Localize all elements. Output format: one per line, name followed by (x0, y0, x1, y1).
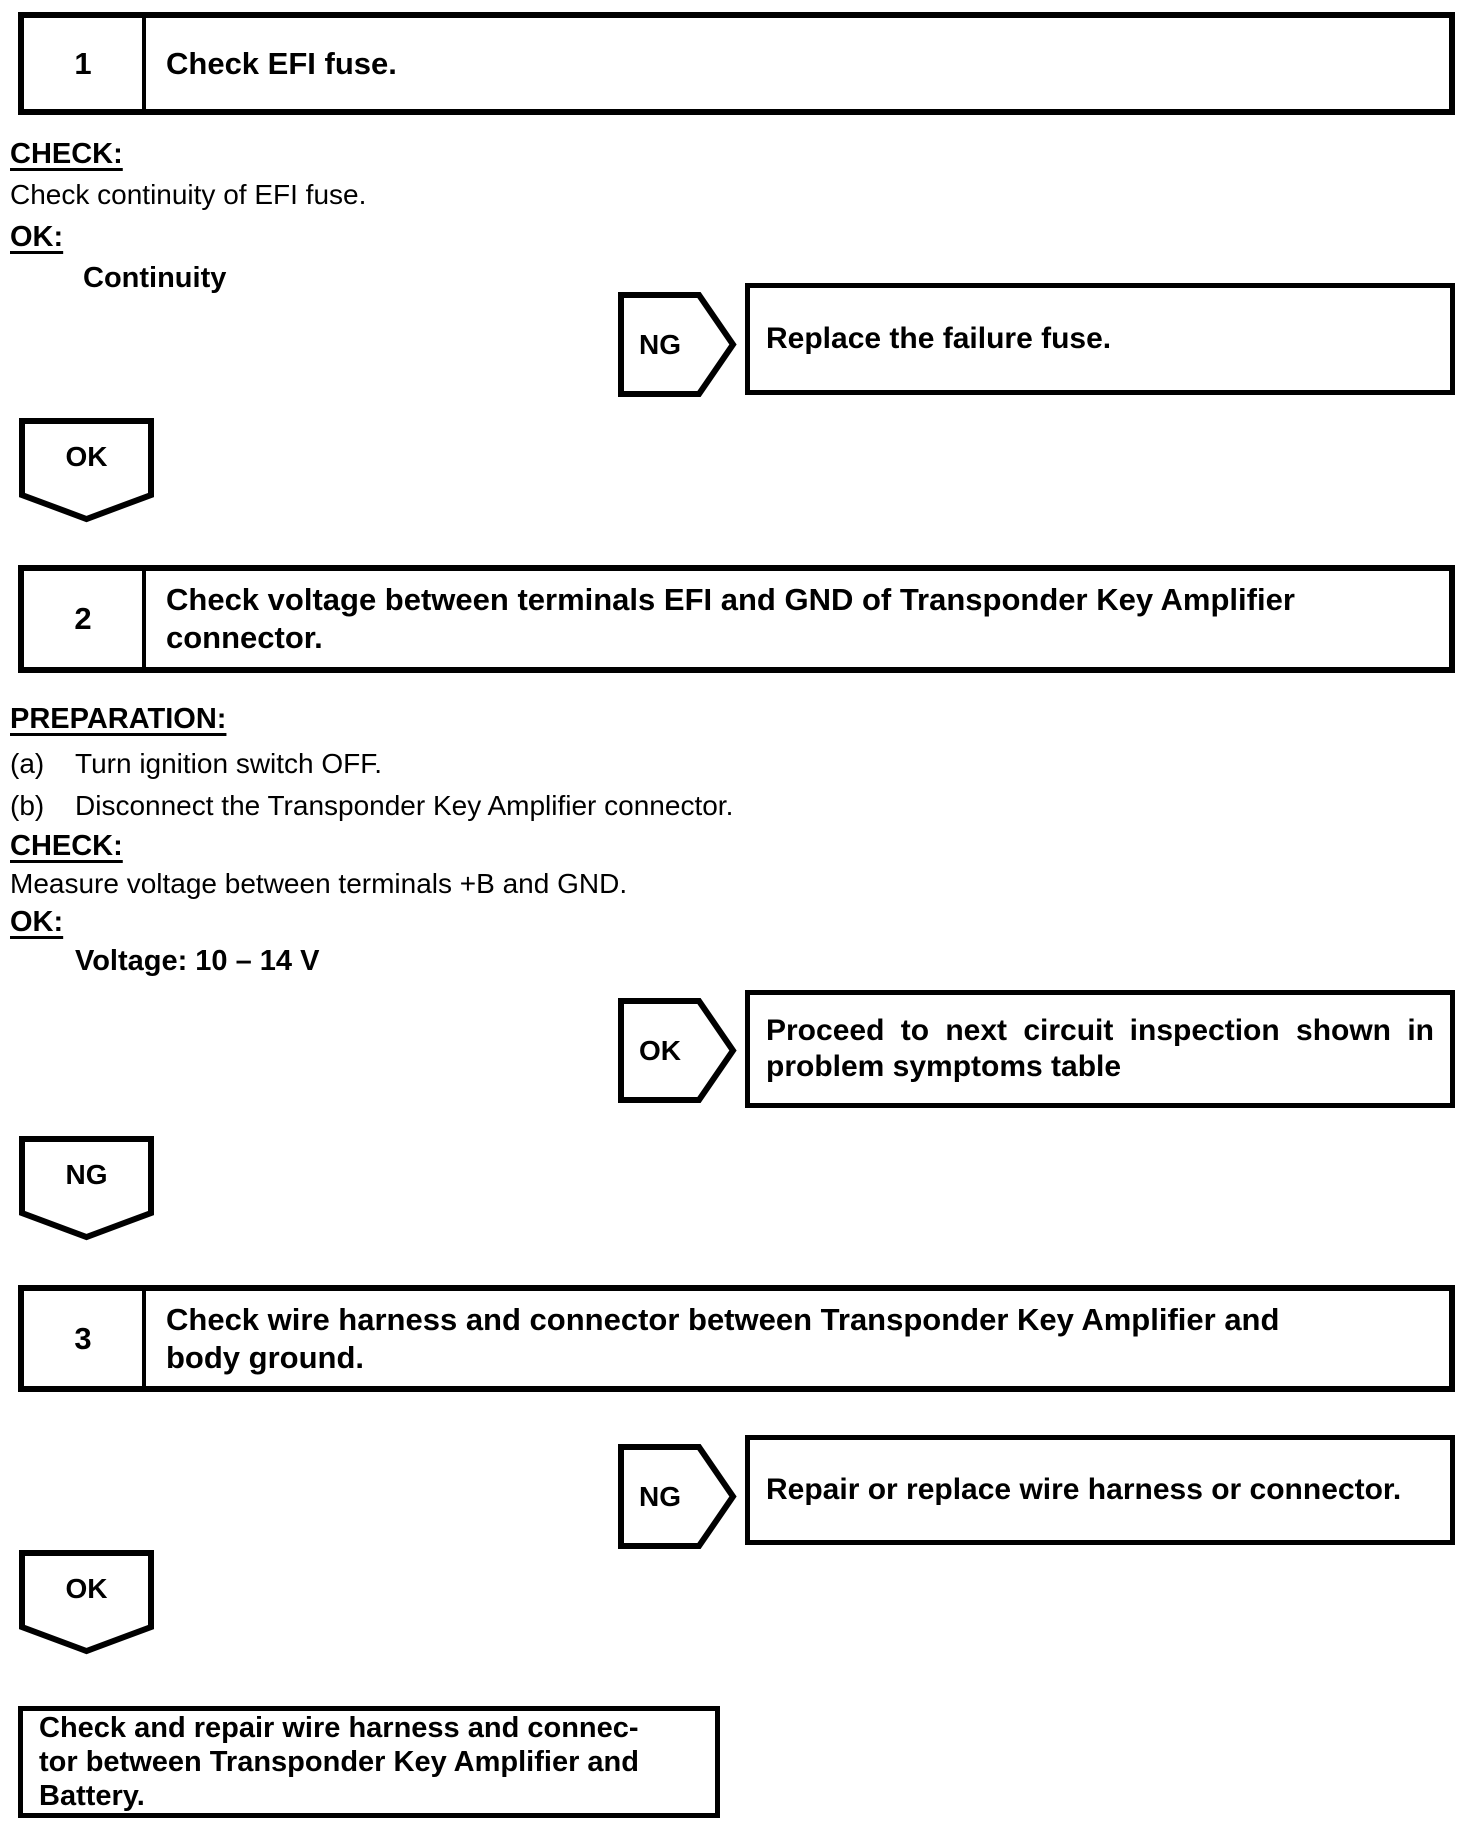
step-1-header-box (18, 12, 1455, 115)
step-1-ng-arrow (617, 291, 737, 398)
step-2-check-heading: CHECK: (10, 830, 123, 862)
step-1-number: 1 (24, 18, 146, 109)
step-1-check-text: Check continuity of EFI fuse. (10, 179, 367, 210)
step-2-ng-down-connector (18, 1135, 155, 1241)
step-2-ok-arrow-label: OK (639, 1034, 681, 1066)
step-2-prep-a-text: Turn ignition switch OFF. (75, 748, 383, 779)
step-2-title: Check voltage between terminals EFI and GND of Transponder Key Amplifier connector. (166, 582, 1295, 655)
step-2-check-text: Measure voltage between terminals +B and GND. (10, 868, 628, 899)
step-1-ok-down-label: OK (65, 441, 108, 472)
step-3-ok-down-label: OK (65, 1573, 108, 1604)
step-2-ok-heading: OK: (10, 906, 64, 938)
step-2-ok-result-line-2: problem symptoms table (766, 1050, 1122, 1083)
final-result-line-2: tor between Transponder Key Amplifier and (39, 1746, 639, 1778)
step-2-number: 2 (24, 571, 146, 667)
step-2-prep-b-text: Disconnect the Transponder Key Amplifier connector. (75, 790, 734, 821)
step-2-ok-result-box (745, 990, 1455, 1108)
step-2-preparation-heading: PREPARATION: (10, 703, 227, 735)
step-2-prep-b-label: (b) (10, 790, 45, 821)
step-3-ok-down-connector (18, 1549, 155, 1655)
step-1-ok-heading: OK: (10, 221, 64, 253)
step-3-ng-result-box (745, 1435, 1455, 1545)
step-3-number: 3 (24, 1291, 146, 1386)
step-3-header-box (18, 1285, 1455, 1392)
step-3-ng-result-text: Repair or replace wire harness or connector. (766, 1473, 1402, 1506)
step-2-ok-spec: Voltage: 10 – 14 V (75, 945, 320, 977)
step-1-ok-spec: Continuity (83, 262, 227, 294)
final-result-line-1: Check and repair wire harness and connec- (39, 1712, 639, 1744)
step-2-header-box (18, 565, 1455, 673)
final-result-line-3: Battery. (39, 1780, 145, 1812)
step-1-ng-result-text: Replace the failure fuse. (766, 322, 1112, 355)
step-3-ng-arrow-label: NG (639, 1480, 681, 1512)
step-3-ng-arrow (617, 1443, 737, 1550)
step-1-check-heading: CHECK: (10, 138, 123, 170)
final-result-box (18, 1706, 720, 1818)
step-3-title: Check wire harness and connector between Transponder Key Amplifier and body ground. (166, 1301, 1280, 1375)
step-2-prep-a-label: (a) (10, 748, 45, 779)
step-1-ng-result-box (745, 283, 1455, 395)
step-2-ok-result-line-1: Proceed to next circuit inspection shown in (766, 1014, 1434, 1047)
step-2-ng-down-label: NG (65, 1159, 108, 1190)
step-1-title: Check EFI fuse. (166, 45, 397, 81)
step-2-ok-arrow (617, 997, 737, 1104)
step-1-ok-down-connector (18, 417, 155, 523)
step-1-ng-arrow-label: NG (639, 328, 681, 360)
